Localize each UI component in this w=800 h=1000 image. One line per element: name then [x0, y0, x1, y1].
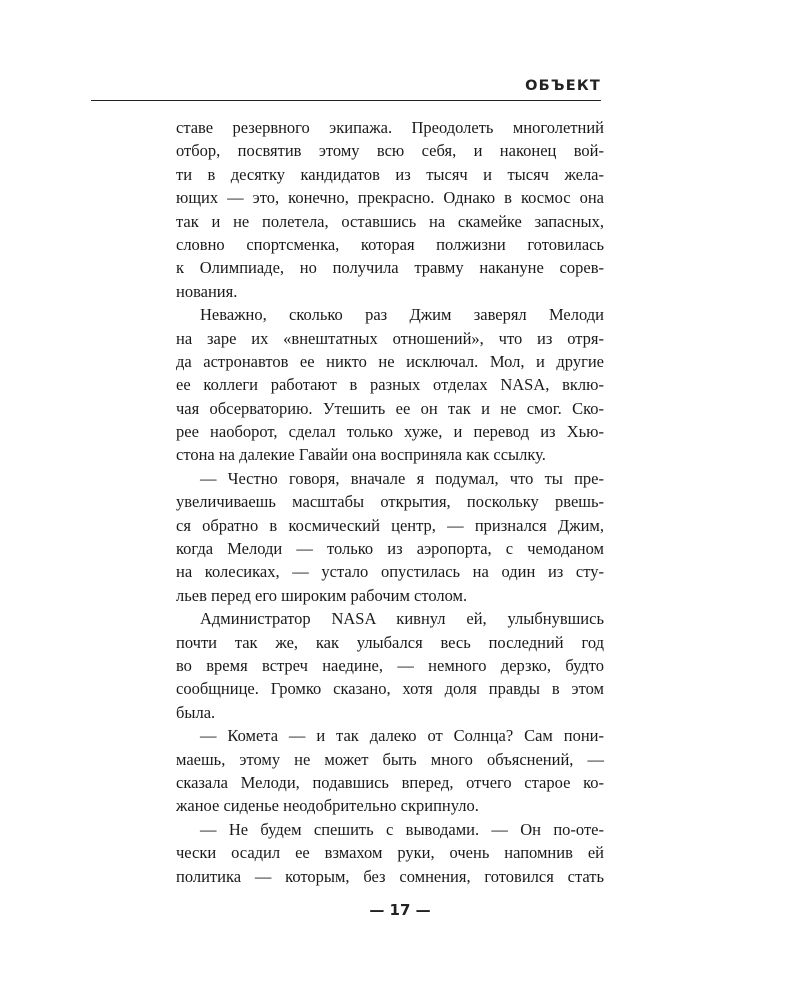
- text-line: ее коллеги работают в разных отделах NASA, вклю-: [176, 375, 604, 395]
- text-line: отбор, посвятив этому всю себя, и наконец вой-: [176, 141, 604, 161]
- text-line: нования.: [176, 281, 238, 301]
- text-line: сказала Мелоди, подавшись вперед, отчего старое ко-: [176, 772, 604, 792]
- text-line: увеличиваешь масштабы открытия, поскольку рвешь-: [176, 492, 604, 512]
- body-text: [176, 116, 604, 888]
- text-line: льев перед его широким рабочим столом.: [176, 585, 468, 605]
- text-line: Администратор NASA кивнул ей, улыбнувшись: [200, 609, 604, 629]
- text-line: ставе резервного экипажа. Преодолеть многолетний: [176, 118, 604, 137]
- text-line: рее наоборот, сделал только хуже, и перевод из Хью-: [176, 422, 604, 442]
- text-line: политика — которым, без сомнения, готовился стать: [176, 866, 604, 886]
- text-line: так и не полетела, оставшись на скамейке запасных,: [176, 211, 604, 231]
- text-line: ющих — это, конечно, прекрасно. Однако в космос она: [176, 188, 604, 208]
- text-line: — Комета — и так далеко от Солнца? Сам пони-: [200, 726, 604, 746]
- text-line: — Не будем спешить с выводами. — Он по-оте-: [200, 819, 604, 839]
- text-line: к Олимпиаде, но получила травму накануне сорев-: [176, 258, 604, 278]
- text-line: почти так же, как улыбался весь последний год: [176, 632, 604, 652]
- header-rule: [91, 100, 601, 101]
- text-line: чески осадил ее взмахом руки, очень напомнив ей: [176, 843, 604, 863]
- text-line: во время встреч наедине, — немного дерзко, будто: [176, 655, 604, 675]
- text-line: когда Мелоди — только из аэропорта, с чемоданом: [176, 539, 604, 559]
- text-line: стона на далекие Гавайи она восприняла как ссылку.: [176, 445, 546, 465]
- text-line: Неважно, сколько раз Джим заверял Мелоди: [200, 305, 604, 325]
- text-line: на заре их «внештатных отношений», что из отря-: [176, 328, 604, 348]
- text-line: сообщнице. Громко сказано, хотя доля правды в этом: [176, 679, 604, 699]
- text-line: на колесиках, — устало опустилась на один из сту-: [176, 562, 604, 582]
- text-line: жаное сиденье неодобрительно скрипнуло.: [176, 796, 479, 816]
- text-line: маешь, этому не может быть много объяснений, —: [176, 749, 604, 769]
- text-line: да астронавтов ее никто не исключал. Мол, и другие: [176, 351, 604, 371]
- text-line: чая обсерваторию. Утешить ее он так и не смог. Ско-: [176, 398, 604, 418]
- text-line: была.: [176, 702, 216, 722]
- text-line: ся обратно в космический центр, — признался Джим,: [176, 515, 604, 535]
- page-number: — 17 —: [369, 901, 431, 919]
- running-head-title: ОБЪЕКТ: [525, 78, 601, 94]
- text-line: словно спортсменка, которая полжизни готовилась: [176, 234, 604, 254]
- text-line: ти в десятку кандидатов из тысяч и тысяч жела-: [176, 164, 604, 184]
- text-line: — Честно говоря, вначале я подумал, что ты пре-: [200, 468, 604, 488]
